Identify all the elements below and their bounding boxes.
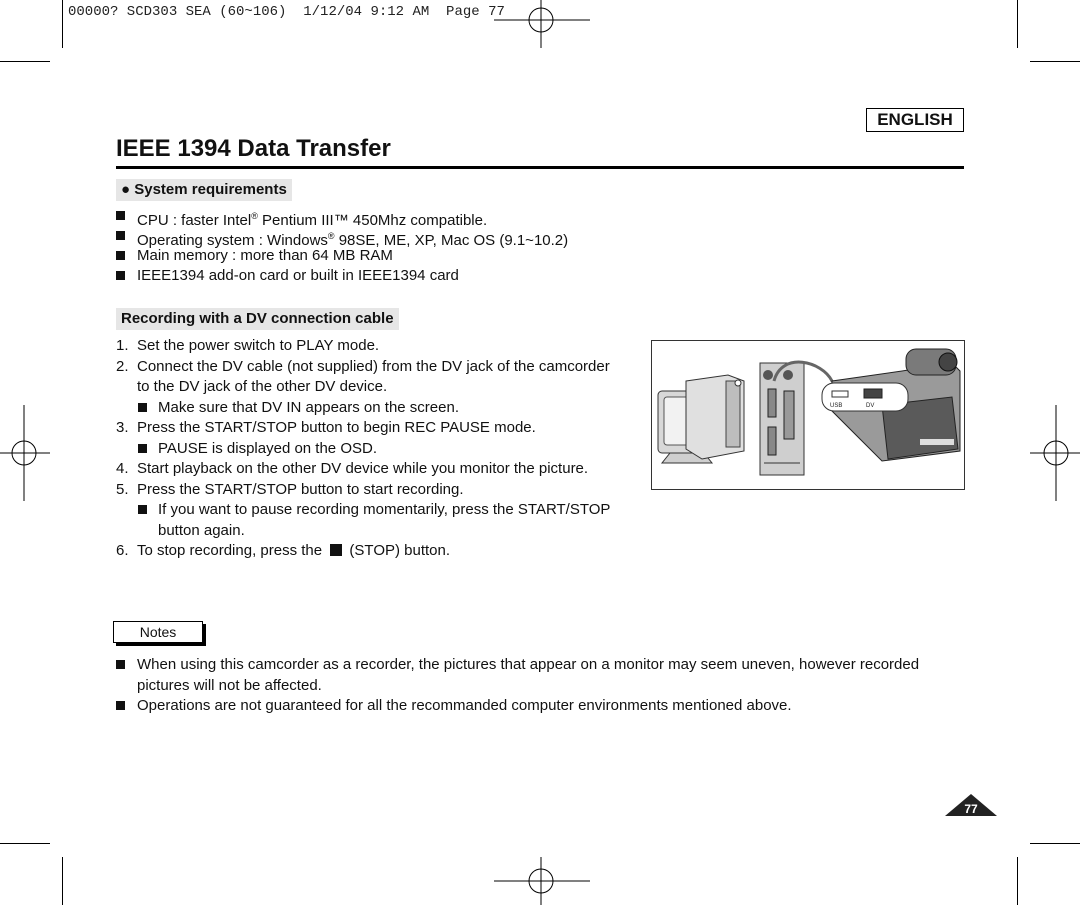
registration-mark-icon — [494, 857, 590, 905]
item-text: Main memory : more than 64 MB RAM — [137, 247, 393, 264]
square-bullet-icon — [116, 271, 125, 280]
step-1 — [116, 336, 616, 357]
page-number-badge — [945, 794, 997, 816]
dv-connection-illustration — [651, 340, 965, 490]
list-item — [116, 206, 568, 229]
stop-icon — [330, 544, 342, 556]
step-3-note — [116, 439, 616, 460]
list-item — [116, 655, 936, 696]
title-divider — [116, 166, 964, 169]
crop-mark — [1030, 61, 1080, 62]
page-number: 77 — [964, 802, 978, 816]
print-header-stamp: 00000? SCD303 SEA (60~106) 1/12/04 9:12 AM Page 77 — [68, 4, 505, 20]
step-4 — [116, 459, 616, 480]
language-badge: ENGLISH — [866, 108, 964, 132]
registration-mark-icon — [0, 405, 50, 501]
square-bullet-icon — [138, 505, 147, 514]
note-text: Operations are not guaranteed for all the recommanded computer environments mentioned above. — [137, 697, 792, 714]
heading-bullet-icon: ● — [121, 181, 131, 198]
step-text: Connect the DV cable (not supplied) from the DV jack of the camcorder to the DV jack of the other DV device. — [137, 357, 610, 395]
item-text: Pentium III™ 450Mhz compatible. — [257, 212, 488, 229]
list-item — [116, 266, 568, 286]
recording-heading: Recording with a DV connection cable — [116, 308, 399, 330]
crop-mark — [62, 857, 63, 905]
step-text: To stop recording, press the — [137, 542, 327, 559]
list-item — [116, 246, 568, 266]
note-text: PAUSE is displayed on the OSD. — [158, 439, 377, 457]
square-bullet-icon — [138, 444, 147, 453]
note-text: Make sure that DV IN appears on the screen. — [158, 398, 459, 416]
crop-mark — [62, 0, 63, 48]
step-2 — [116, 357, 616, 398]
crop-mark — [1017, 857, 1018, 905]
list-item — [116, 696, 936, 717]
crop-mark — [1017, 0, 1018, 48]
step-text: Set the power switch to PLAY mode. — [137, 337, 380, 354]
square-bullet-icon — [116, 660, 125, 669]
crop-mark — [0, 843, 50, 844]
item-text: 98SE, ME, XP, Mac OS (9.1~10.2) — [334, 232, 569, 249]
step-number: 3. — [116, 419, 129, 436]
step-5 — [116, 480, 616, 501]
system-requirements-list — [116, 206, 568, 286]
step-text: (STOP) button. — [345, 542, 451, 559]
step-number: 2. — [116, 357, 129, 375]
step-6 — [116, 541, 616, 562]
step-number: 1. — [116, 337, 129, 354]
step-2-note — [116, 398, 616, 419]
pc-tower-icon — [686, 375, 744, 459]
note-text: If you want to pause recording momentarily, press the START/STOP button again. — [158, 501, 611, 539]
pc-back-panel-icon — [760, 363, 804, 475]
step-3 — [116, 418, 616, 439]
step-number: 6. — [116, 542, 129, 559]
page-title: IEEE 1394 Data Transfer — [116, 135, 391, 162]
item-text: IEEE1394 add-on card or built in IEEE1394 card — [137, 267, 459, 284]
note-text: When using this camcorder as a recorder, the pictures that appear on a monitor may seem uneven, however recorded pictures will not be affected. — [137, 656, 920, 694]
registration-mark-icon — [1030, 405, 1080, 501]
step-number: 4. — [116, 460, 129, 477]
recording-steps — [116, 336, 616, 562]
square-bullet-icon — [116, 251, 125, 260]
heading-text: System requirements — [134, 181, 287, 198]
item-text: Operating system : Windows — [137, 232, 328, 249]
notes-tab: Notes — [113, 621, 203, 643]
step-number: 5. — [116, 480, 129, 498]
list-item — [116, 226, 569, 249]
crop-mark — [1030, 843, 1080, 844]
registered-mark: ® — [327, 231, 335, 241]
step-text: Press the START/STOP button to begin REC PAUSE mode. — [137, 419, 536, 436]
item-text: CPU : faster Intel — [137, 212, 252, 229]
square-bullet-icon — [138, 403, 147, 412]
registered-mark: ® — [251, 211, 258, 221]
square-bullet-icon — [116, 701, 125, 710]
square-bullet-icon — [116, 231, 125, 240]
step-text: Press the START/STOP button to start recording. — [137, 480, 464, 498]
registration-mark-icon — [494, 0, 590, 48]
square-bullet-icon — [116, 211, 125, 220]
system-requirements-heading — [116, 179, 292, 201]
step-5-note — [116, 500, 616, 541]
notes-list — [116, 655, 936, 717]
step-text: Start playback on the other DV device while you monitor the picture. — [137, 460, 589, 477]
usb-port-label: USB — [830, 403, 843, 409]
dv-port-label: DV — [866, 403, 875, 409]
crop-mark — [0, 61, 50, 62]
